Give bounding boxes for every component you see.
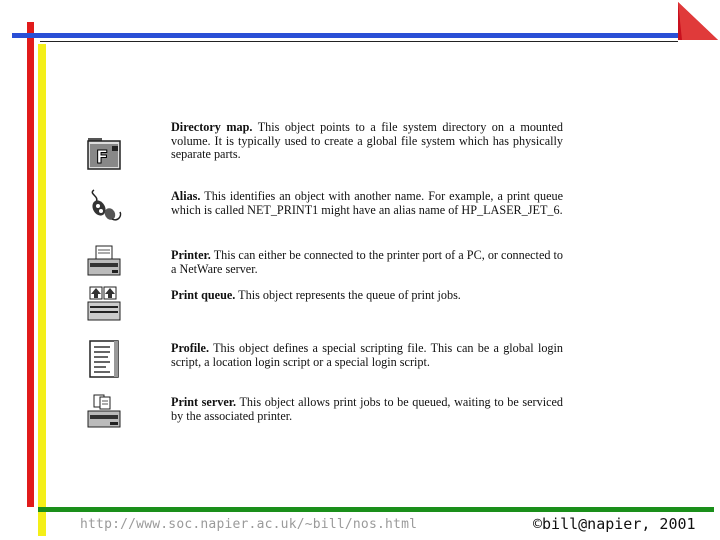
yellow-vertical-bar xyxy=(38,44,46,536)
red-vertical-bar xyxy=(27,22,34,507)
footer-url-link[interactable]: http://www.soc.napier.ac.uk/~bill/nos.html xyxy=(80,517,418,532)
print-server-icon xyxy=(84,393,124,433)
entry-text: This identifies an object with another name. For example, a print queue which is called NET_PRINT1 might have an alias name of HP_LASER_JET_6. xyxy=(171,189,563,217)
blue-horizontal-bar xyxy=(12,33,702,38)
print-queue-icon xyxy=(84,284,124,324)
directory-map-icon xyxy=(84,132,124,172)
entry-term: Print server. xyxy=(171,395,237,409)
footer-copyright: ©bill@napier, 2001 xyxy=(533,515,696,533)
entry-print-queue xyxy=(171,289,563,303)
entry-text: This object represents the queue of print jobs. xyxy=(238,288,461,302)
entry-term: Directory map. xyxy=(171,120,253,134)
entry-profile xyxy=(171,342,563,369)
entry-text: This can either be connected to the printer port of a PC, or connected to a NetWare server. xyxy=(171,248,563,276)
alias-icon xyxy=(84,186,124,226)
profile-icon xyxy=(84,339,124,379)
entry-alias xyxy=(171,190,563,217)
entry-text: This object points to a file system directory on a mounted volume. It is typically used to create a global file system which has physically separate parts. xyxy=(171,120,564,162)
entry-text: This object defines a special scripting file. This can be a global login script, a location login script or a special login script. xyxy=(171,341,563,369)
entry-print-server xyxy=(171,396,563,423)
entry-directory-map xyxy=(171,121,563,162)
entry-term: Alias. xyxy=(171,189,201,203)
entry-term: Profile. xyxy=(171,341,210,355)
entry-term: Printer. xyxy=(171,248,211,262)
entry-text: This object allows print jobs to be queued, waiting to be serviced by the associated printer. xyxy=(171,395,564,423)
green-bottom-bar xyxy=(38,507,714,512)
svg-text:F: F xyxy=(96,147,109,168)
printer-icon xyxy=(84,242,124,282)
top-rule xyxy=(40,41,704,42)
page-corner-icon xyxy=(660,0,720,45)
entry-term: Print queue. xyxy=(171,288,236,302)
entry-printer xyxy=(171,249,563,276)
